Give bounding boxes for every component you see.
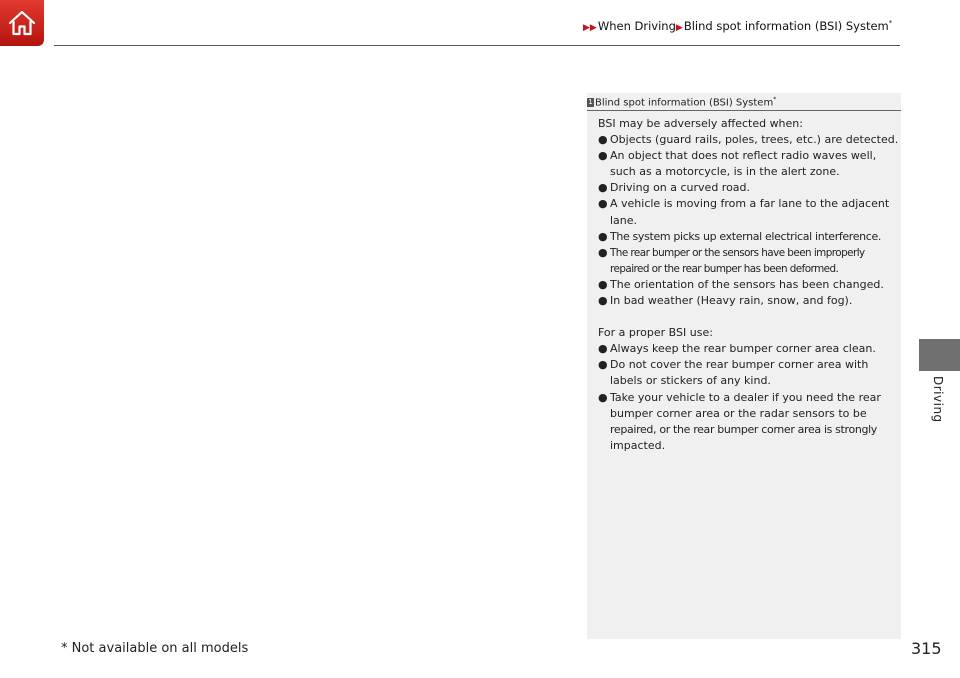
breadcrumb-link-when-driving[interactable]: When Driving bbox=[597, 19, 676, 33]
list-item: ● In bad weather (Heavy rain, snow, and fog). bbox=[598, 294, 853, 308]
footnote: * Not available on all models bbox=[61, 641, 249, 656]
list-item-continuation: labels or stickers of any kind. bbox=[610, 374, 771, 388]
list-item: ● Take your vehicle to a dealer if you need the rear bbox=[598, 390, 881, 404]
list-item: ● Driving on a curved road. bbox=[598, 181, 751, 195]
note-title bbox=[587, 96, 901, 111]
breadcrumb-current: Blind spot information (BSI) System bbox=[683, 19, 889, 33]
list-item: ● An object that does not reflect radio waves well, bbox=[598, 149, 877, 163]
list-item: ● The rear bumper or the sensors have been improperly bbox=[598, 245, 865, 259]
chapter-tab[interactable] bbox=[919, 339, 960, 371]
arrow-icon: ▶▶ bbox=[583, 23, 597, 33]
note-title-text: Blind spot information (BSI) System bbox=[595, 97, 774, 109]
list-item-continuation: repaired, or the rear bumper corner area is strongly bbox=[610, 422, 877, 436]
list-item-continuation: bumper corner area or the radar sensors to be bbox=[610, 406, 867, 420]
list-item: ● Objects (guard rails, poles, trees, etc.) are detected. bbox=[598, 133, 899, 147]
list-item-continuation: such as a motorcycle, is in the alert zone. bbox=[610, 165, 840, 179]
note-body bbox=[598, 116, 898, 454]
home-button[interactable] bbox=[0, 0, 44, 46]
list-item: ● A vehicle is moving from a far lane to the adjacent bbox=[598, 197, 890, 211]
list-item: ● Always keep the rear bumper corner area clean. bbox=[598, 342, 876, 356]
note-number: 1 bbox=[588, 97, 593, 106]
list-item-continuation: repaired or the rear bumper has been deformed. bbox=[610, 262, 839, 275]
list-item-continuation: impacted. bbox=[610, 438, 666, 452]
list-item: ● The system picks up external electrical interference. bbox=[598, 229, 882, 243]
home-icon bbox=[7, 9, 37, 37]
chapter-label[interactable]: Driving bbox=[931, 376, 945, 423]
list-item: ● The orientation of the sensors has been changed. bbox=[598, 277, 884, 291]
page-number: 315 bbox=[911, 639, 942, 658]
note-intro: BSI may be adversely affected when: bbox=[598, 117, 803, 130]
list-item-continuation: lane. bbox=[610, 213, 638, 227]
note-title-asterisk: * bbox=[773, 96, 777, 103]
arrow-icon: ▶ bbox=[675, 23, 683, 33]
breadcrumb bbox=[583, 19, 923, 33]
header-divider bbox=[54, 45, 900, 46]
note-panel bbox=[587, 93, 901, 639]
list-item: ● Do not cover the rear bumper corner area with bbox=[598, 358, 869, 372]
note-use-intro: For a proper BSI use: bbox=[598, 326, 713, 340]
asterisk: * bbox=[888, 19, 893, 28]
